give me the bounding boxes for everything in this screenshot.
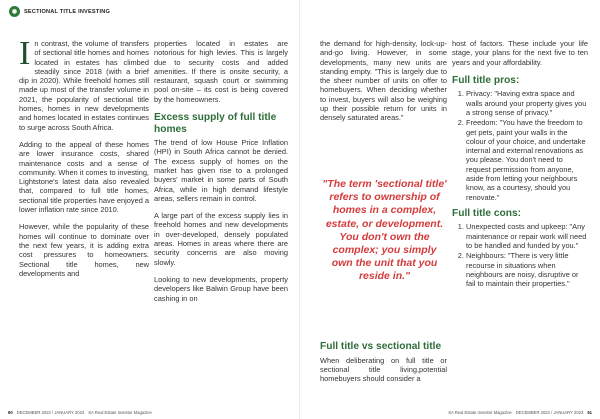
article-column-2 — [154, 39, 288, 311]
magazine-name: SA Real Estate Investor Magazine — [88, 410, 152, 415]
article-column-3-lower — [320, 341, 447, 391]
paragraph: When deliberating on full title or sectional title living,potential homebuyers should consider a — [320, 355, 447, 384]
pros-heading: Full title pros: — [452, 74, 520, 86]
article-column-3 — [320, 39, 447, 131]
page-number: 60 — [8, 410, 13, 415]
cons-heading: Full title cons: — [452, 207, 522, 219]
page-footer-right — [448, 410, 592, 415]
pros-list — [452, 89, 588, 202]
paragraph: A large part of the excess supply lies in freehold homes and new developments in over-developed, densely populated areas. Homes in areas where there are security concerns are also moving slowly. — [154, 211, 288, 267]
list-item: 2. Neighbours: "There is very little recourse in situations when neighbours are noisy, disruptive or fail to maintain their properties." — [466, 251, 588, 288]
section-heading: Full title vs sectional title — [320, 341, 442, 352]
paragraph: properties located in estates are notorious for high levies. This is largely due to security costs and added amenities. If there is onsite security, a restaurant, squash court or swimming pool on-site – its cost is being covered by the homeowners. — [154, 39, 288, 104]
issue-date: DECEMBER 2022 / JANUARY 2023 — [16, 410, 85, 415]
magazine-name: SA Real Estate Investor Magazine — [448, 410, 512, 415]
magazine-logo-icon: ◉ — [9, 6, 20, 17]
paragraph: The trend of low House Price Inflation (HPI) in South Africa cannot be denied. The excess supply of homes on the market has given rise to a prolonged buyers' market in some parts of South Africa, while in high demand lifestyle areas, sellers remain in control. — [154, 138, 288, 203]
paragraph: Adding to the appeal of these homes are lower insurance costs, shared maintenance costs and a sense of community. When it comes to investing, Lightstone's latest data also revealed that, compared to full title homes, sectional title properties have enjoyed a lower inflation rate since 2010. — [19, 139, 149, 215]
cons-list — [452, 222, 588, 288]
section-title: SECTIONAL TITLE INVESTING — [24, 8, 111, 15]
issue-date: DECEMBER 2022 / JANUARY 2023 — [515, 410, 584, 415]
paragraph: However, while the popularity of these homes will continue to dominate over the next few years, it is adding extra cost pressures to homeowners. Sectional title homes, new developments and — [19, 222, 149, 278]
article-column-4 — [452, 39, 588, 293]
paragraph: In contrast, the volume of transfers of sectional title homes and homes located in estates has climbed steadily since 2018 (with a brief dip in 2020). While freehold homes still made up most of the transfer volume in 2021, the popularity of sectional title homes, homes in new developments and homes located in estates continues to surge across South Africa. — [19, 35, 149, 132]
drop-cap: I — [19, 35, 31, 72]
page-number: 61 — [587, 410, 592, 415]
paragraph: Looking to new developments, property developers like Balwin Group have been cashing in on — [154, 274, 288, 303]
list-item: 1. Unexpected costs and upkeep: "Any maintenance or repair work will need to be handled and funded by you." — [466, 222, 588, 250]
right-page — [300, 0, 600, 419]
pull-quote: "The term 'sectional title' refers to ownership of homes in a complex, estate, or development. You don't own the complex; you simply own the unit that you reside in." — [322, 178, 447, 283]
list-item: 1. Privacy: "Having extra space and walls around your property gives you a strong sense of privacy." — [466, 89, 588, 117]
page-footer-left — [8, 410, 152, 415]
paragraph: the demand for high-density, lock-up-and-go living. However, in some developments, many new units are standing empty. "This is largely due to the sheer number of units on offer to homebuyers. When deciding whether to invest, buyers will also be weighing up their possible return for units in densely saturated areas." — [320, 39, 447, 123]
paragraph: host of factors. These include your life stage, your plans for the next five to ten years and your affordability. — [452, 39, 588, 67]
section-header — [9, 6, 110, 17]
section-heading: Excess supply of full title homes — [154, 112, 277, 135]
article-column-1 — [19, 35, 149, 286]
list-item: 2. Freedom: "You have the freedom to get pets, paint your walls in the colour of your choice, and undertake internal and external renovations as you please. You don't need to request permission from anyone, aside from letting your neighbours know, as a courtesy, should you renovate." — [466, 118, 588, 202]
